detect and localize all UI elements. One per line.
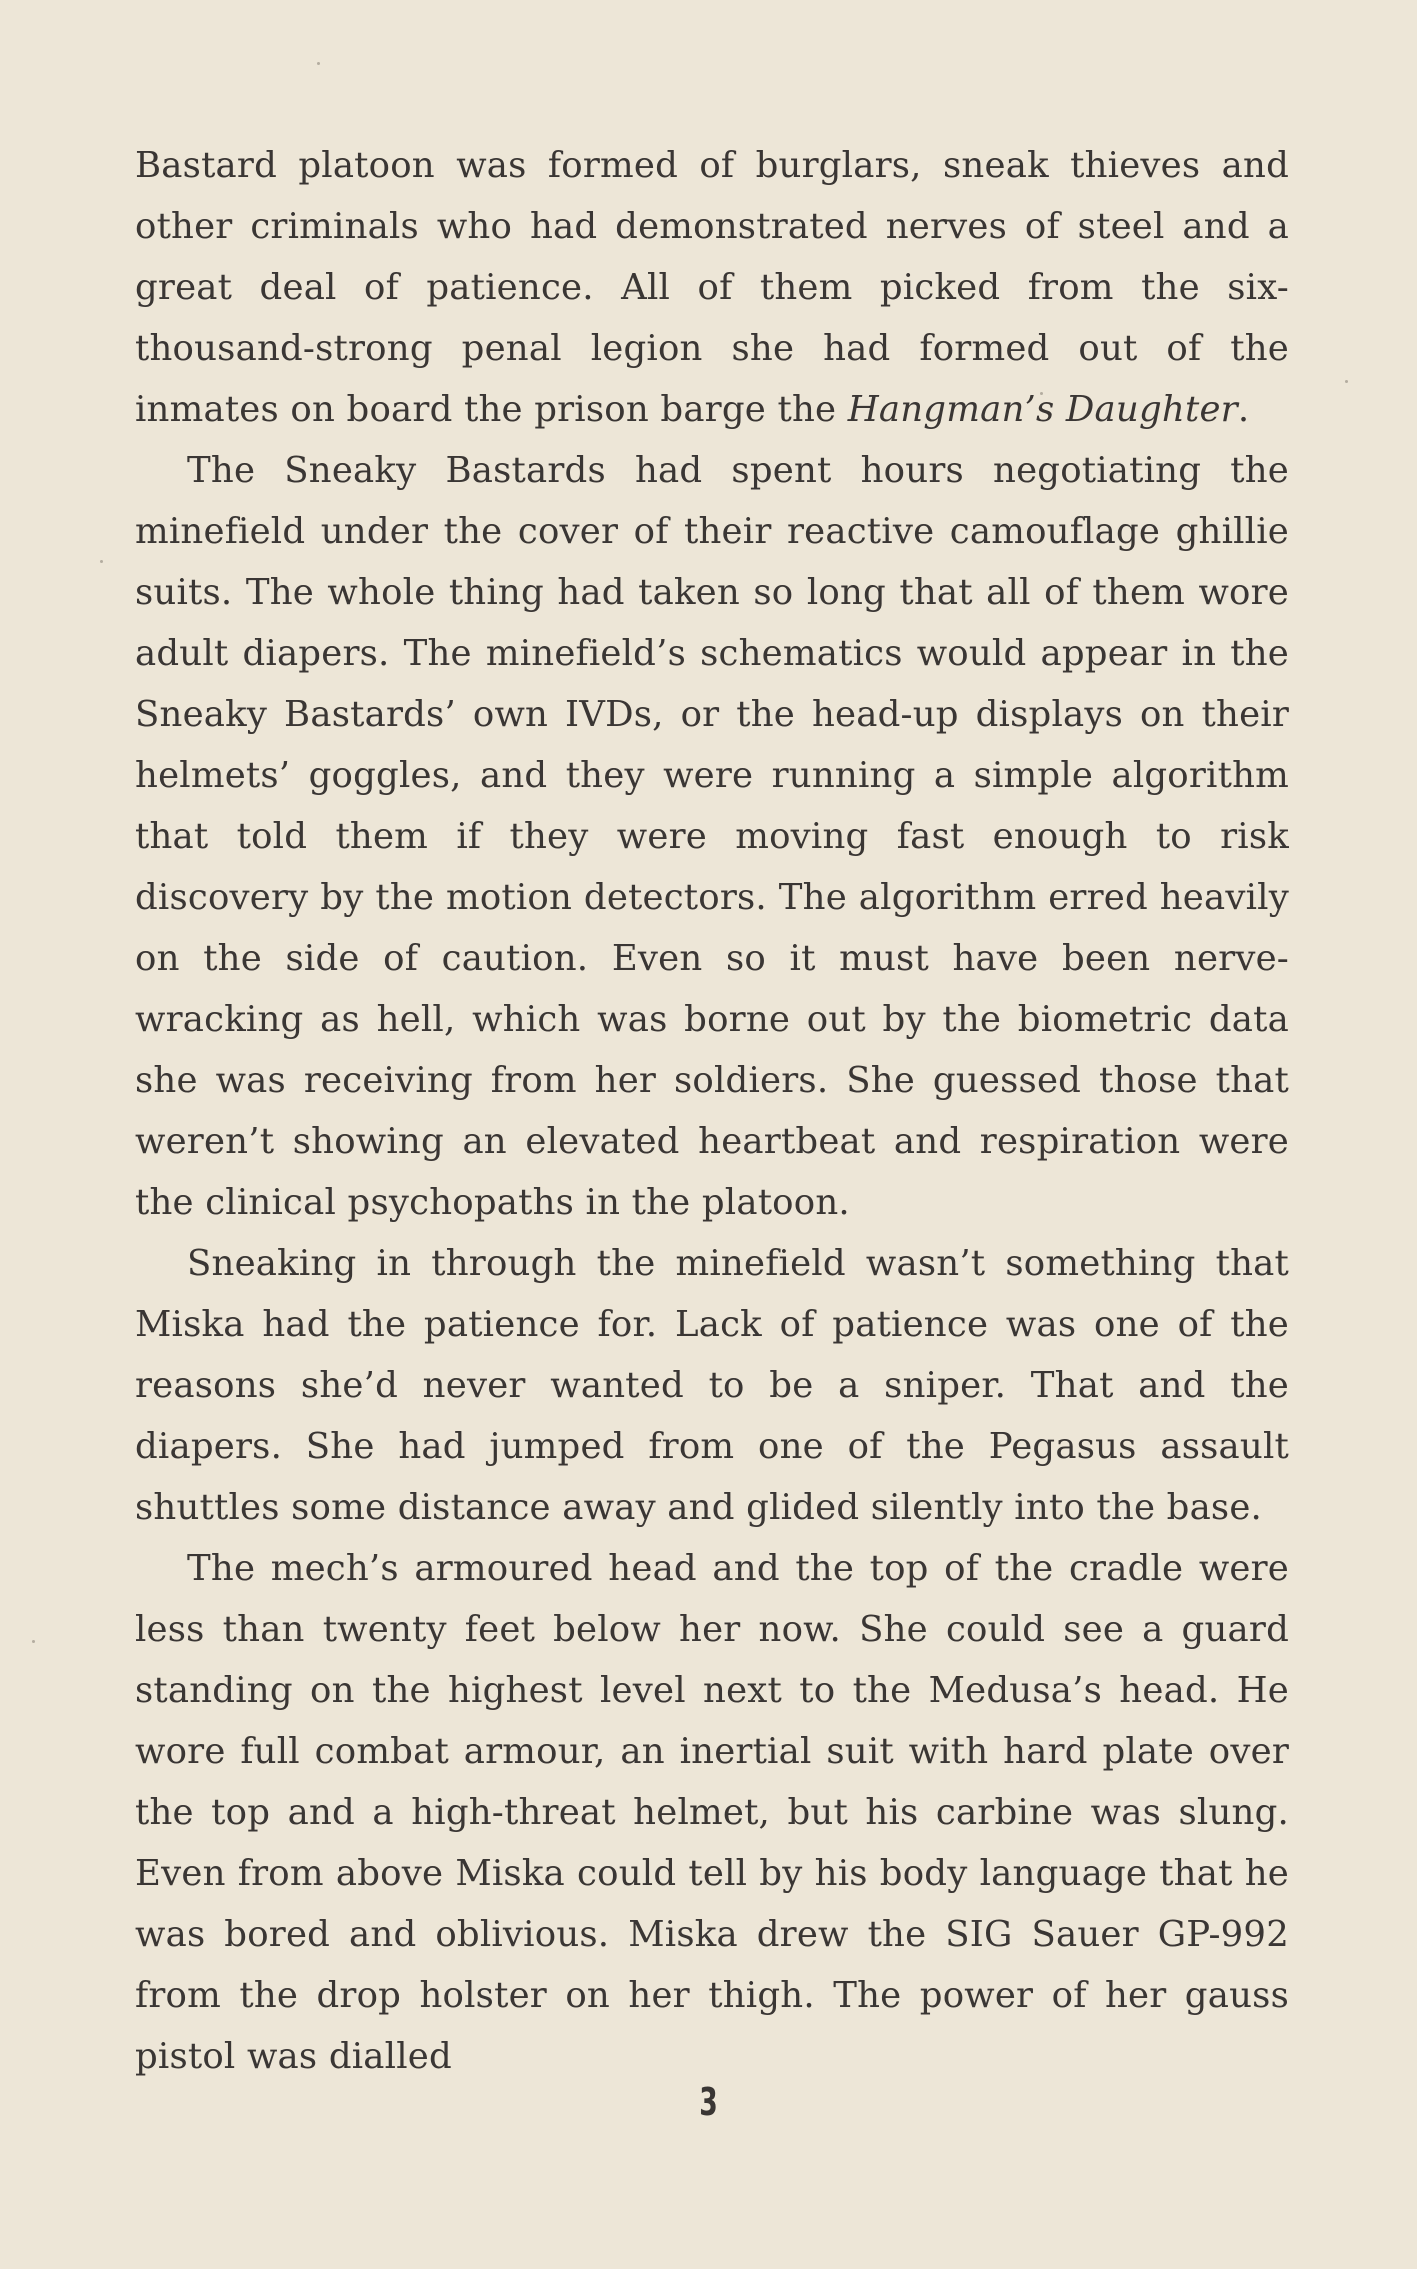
page-number: 3 xyxy=(699,2080,718,2124)
italic-title: Hangman’s Daughter xyxy=(847,389,1238,430)
text-run: Bastard platoon was formed of burglars, sneak thieves and other criminals who had demonstrated nerves of steel and a great deal of patience. All of them picked from the six-thousand-strong penal legion she had formed out of the inmates on board the prison barge the xyxy=(135,145,1289,430)
paragraph xyxy=(135,440,1289,1233)
text-run: The Sneaky Bastards had spent hours negotiating the minefield under the cover of their reactive camouflage ghillie suits. The whole thing had taken so long that all of them wore adult diapers. The minefield’s schematics would appear in the Sneaky Bastards’ own IVDs, or the head-up displays on their helmets’ goggles, and they were running a simple algorithm that told them if they were moving fast enough to risk discovery by the motion detectors. The algorithm erred heavily on the side of caution. Even so it must have been nerve-wracking as hell, which was borne out by the biometric data she was receiving from her soldiers. She guessed those that weren’t showing an elevated heartbeat and respiration were the clinical psychopaths in the platoon. xyxy=(135,450,1289,1223)
text-run: The mech’s armoured head and the top of the cradle were less than twenty feet below her now. She could see a guard standing on the highest level next to the Medusa’s head. He wore full combat armour, an inertial suit with hard plate over the top and a high-threat helmet, but his carbine was slung. Even from above Miska could tell by his body language that he was bored and oblivious. Miska drew the SIG Sauer GP-992 from the drop holster on her thigh. The power of her gauss pistol was dialled xyxy=(135,1548,1289,2077)
paragraph xyxy=(135,1233,1289,1538)
text-run: . xyxy=(1237,389,1250,430)
body-text xyxy=(135,135,1289,2087)
text-run: Sneaking in through the minefield wasn’t something that Miska had the patience for. Lack of patience was one of the reasons she’d never wanted to be a sniper. That and the diapers. She had jumped from one of the Pegasus assault shuttles some distance away and glided silently into the base. xyxy=(135,1243,1289,1528)
paper-speck xyxy=(317,62,320,65)
paragraph xyxy=(135,135,1289,440)
paragraph xyxy=(135,1538,1289,2087)
paper-speck xyxy=(32,1640,35,1643)
paper-speck xyxy=(1345,380,1348,383)
paper-speck xyxy=(100,560,103,563)
